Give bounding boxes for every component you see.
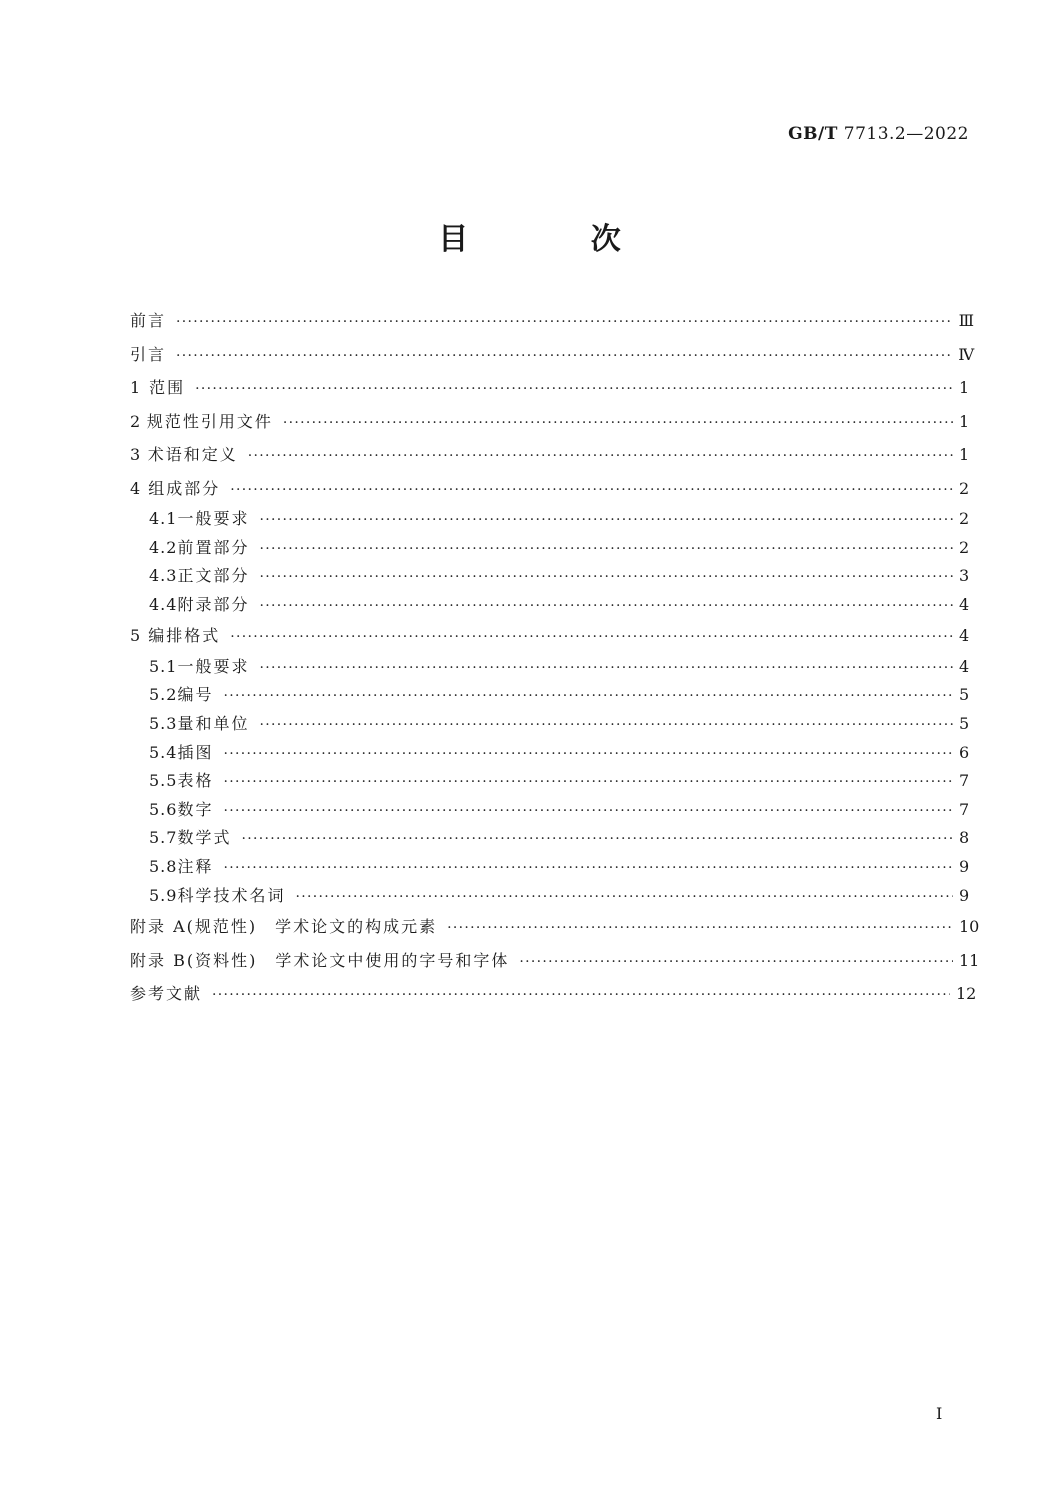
toc-entry-page: 5 [959, 714, 970, 734]
toc-entry-page: 2 [959, 478, 970, 498]
toc-entry[interactable] [130, 619, 969, 653]
toc-entry-label: 表格 [177, 771, 214, 791]
toc-entry[interactable] [130, 653, 969, 682]
toc-entry-page: 11 [959, 950, 980, 970]
toc-entry-label: 编号 [177, 685, 214, 705]
toc-entry[interactable] [130, 591, 969, 620]
toc-dot-leader [447, 910, 953, 946]
toc-entry[interactable] [130, 824, 969, 853]
toc-dot-leader [259, 591, 953, 621]
toc-entry[interactable] [130, 562, 969, 591]
toc-dot-leader [259, 534, 953, 564]
toc-entry-page: 6 [959, 742, 970, 762]
toc-entry-label: 术语和定义 [147, 445, 238, 464]
toc-entry[interactable] [130, 304, 975, 338]
toc-entry[interactable] [130, 739, 969, 768]
toc-entry-number: 5.3 [149, 714, 178, 734]
toc-entry[interactable] [130, 944, 980, 978]
toc-entry-label: 注释 [177, 857, 214, 877]
toc-entry-number: 4.2 [149, 537, 178, 557]
toc-dot-leader [283, 405, 953, 441]
toc-entry-page: Ⅲ [958, 311, 975, 330]
toc-entry-page: 10 [959, 917, 980, 937]
toc-entry[interactable] [130, 405, 969, 439]
toc-dot-leader [248, 438, 953, 474]
toc-entry-label: 一般要求 [177, 656, 250, 676]
toc-entry[interactable] [130, 534, 969, 563]
toc-entry[interactable] [130, 438, 969, 472]
toc-dot-leader [176, 338, 952, 374]
toc-dot-leader [241, 824, 953, 854]
toc-dot-leader [176, 304, 953, 340]
toc-entry-label: 附录 A(规范性) 学术论文的构成元素 [130, 917, 438, 937]
toc-entry-number: 5 [130, 626, 142, 646]
toc-entry-label: 附录 B(资料性) 学术论文中使用的字号和字体 [130, 950, 510, 970]
toc-entry-number: 5.5 [149, 771, 178, 791]
toc-entry-page: 4 [959, 626, 970, 646]
toc-entry-number: 5.4 [149, 742, 178, 762]
toc-entry-label: 引言 [130, 344, 167, 364]
toc-entry[interactable] [130, 853, 969, 882]
toc-list [130, 304, 980, 1011]
toc-entry[interactable] [130, 977, 977, 1011]
toc-entry[interactable] [130, 472, 969, 506]
toc-entry-number: 4 [130, 478, 142, 498]
toc-entry-number: 3 [130, 445, 142, 464]
toc-entry-label: 编排格式 [148, 626, 221, 646]
toc-entry[interactable] [130, 767, 969, 796]
toc-dot-leader [223, 739, 953, 769]
toc-entry-label: 插图 [177, 742, 214, 762]
toc-entry-label: 一般要求 [177, 509, 250, 528]
toc-entry-page: 3 [959, 566, 970, 586]
toc-entry-page: 1 [959, 445, 970, 464]
toc-entry-page: 8 [959, 828, 970, 848]
page-number: Ⅰ [936, 1404, 943, 1423]
toc-entry-page: 4 [959, 594, 970, 614]
toc-dot-leader [295, 882, 953, 912]
toc-entry-page: Ⅳ [958, 344, 975, 364]
toc-entry[interactable] [130, 338, 975, 372]
toc-entry-page: 1 [959, 378, 970, 397]
toc-entry-number: 5.8 [149, 857, 178, 877]
toc-entry[interactable] [130, 371, 969, 405]
toc-entry-number: 5.6 [149, 799, 178, 819]
toc-entry-label: 组成部分 [148, 478, 221, 498]
standard-number [788, 124, 969, 144]
toc-entry-page: 7 [959, 799, 970, 819]
toc-entry-label: 参考文献 [130, 984, 203, 1004]
toc-entry-number: 1 [130, 378, 142, 397]
toc-dot-leader [519, 944, 953, 980]
toc-entry-page: 12 [955, 984, 977, 1004]
toc-dot-leader [223, 853, 953, 883]
toc-entry-label: 数学式 [177, 828, 232, 848]
toc-entry-label: 科学技术名词 [177, 885, 286, 905]
toc-entry-page: 7 [959, 771, 970, 791]
toc-entry-label: 附录部分 [177, 594, 250, 614]
toc-entry-page: 5 [959, 685, 970, 705]
toc-entry-page: 9 [959, 885, 970, 905]
toc-entry-number: 4.4 [149, 594, 178, 614]
toc-dot-leader [259, 710, 953, 740]
toc-entry-label: 量和单位 [177, 714, 250, 734]
toc-entry-number: 5.1 [149, 656, 178, 676]
toc-entry-label: 前言 [130, 311, 167, 330]
toc-entry-number: 4.3 [149, 566, 178, 586]
toc-entry[interactable] [130, 882, 969, 911]
toc-entry-number: 5.7 [149, 828, 178, 848]
toc-dot-leader [259, 562, 953, 592]
toc-entry-number: 2 [130, 411, 142, 431]
toc-dot-leader [230, 619, 953, 655]
toc-dot-leader [259, 653, 953, 683]
toc-dot-leader [212, 977, 950, 1013]
toc-entry-number: 4.1 [149, 509, 178, 528]
toc-entry-number: 5.2 [149, 685, 178, 705]
toc-entry-label: 正文部分 [177, 566, 250, 586]
toc-entry-page: 2 [959, 537, 970, 557]
standard-code-rest: 7713.2—2022 [843, 124, 969, 144]
toc-entry-label: 规范性引用文件 [146, 411, 273, 431]
toc-dot-leader [223, 767, 953, 797]
toc-entry-page: 2 [959, 509, 970, 528]
toc-entry-page: 4 [959, 656, 970, 676]
toc-dot-leader [230, 472, 953, 508]
toc-entry[interactable] [130, 710, 969, 739]
toc-dot-leader [195, 371, 953, 407]
toc-entry[interactable] [130, 910, 980, 944]
toc-entry-page: 1 [959, 411, 970, 431]
toc-entry-page: 9 [959, 857, 970, 877]
toc-dot-leader [259, 505, 953, 535]
toc-entry-label: 数字 [177, 799, 214, 819]
toc-entry-label: 前置部分 [177, 537, 250, 557]
toc-entry[interactable] [130, 796, 969, 825]
toc-dot-leader [223, 681, 953, 711]
toc-dot-leader [223, 796, 953, 826]
toc-entry-label: 范围 [149, 378, 186, 397]
toc-entry[interactable] [130, 681, 969, 710]
standard-code-prefix: GB/T [788, 124, 838, 144]
toc-title: 目 次 [438, 222, 677, 257]
toc-entry[interactable] [130, 505, 969, 534]
toc-entry-number: 5.9 [149, 885, 178, 905]
